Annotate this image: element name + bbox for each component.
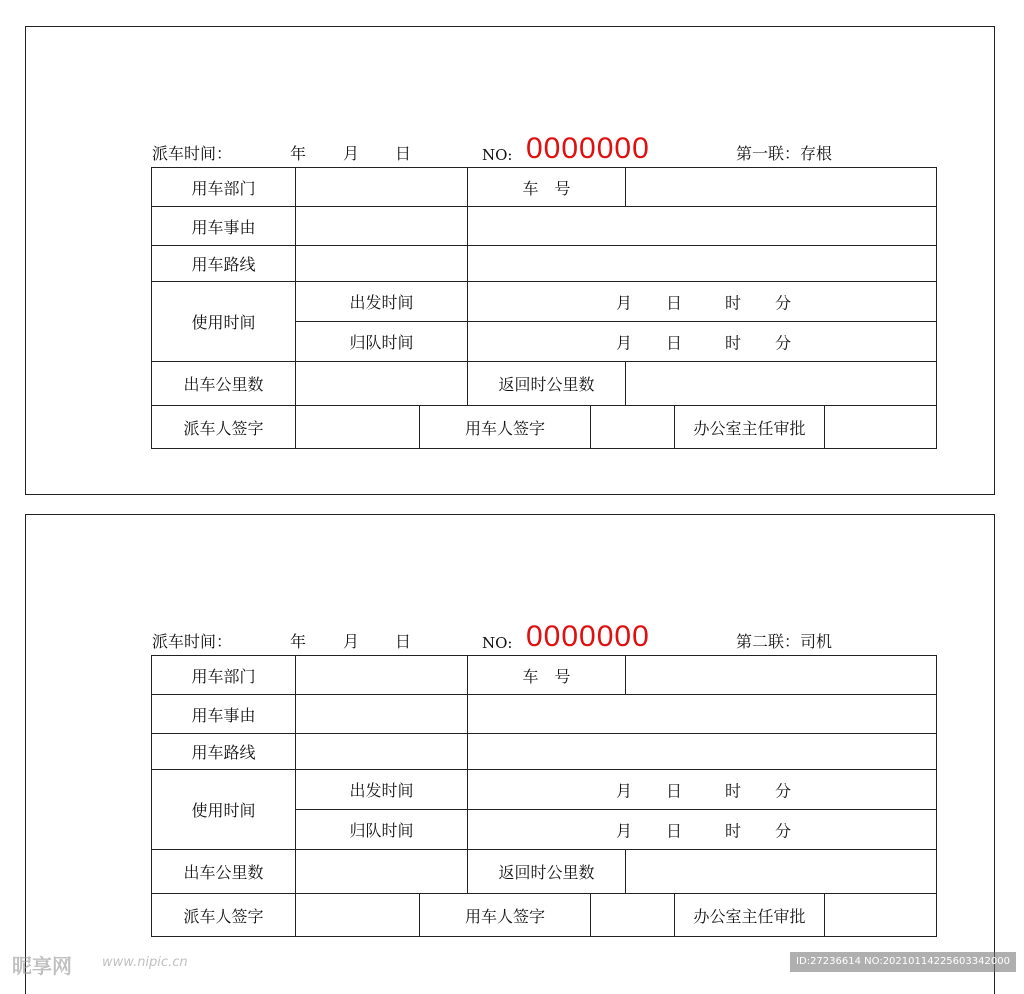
out-km-field[interactable] [296,362,468,406]
plate-field[interactable] [626,168,937,207]
serial-number: 0000000 [526,620,650,653]
hour-unit: 时 [725,821,742,840]
table-row [152,282,937,322]
reason-field-extended[interactable] [468,695,937,734]
watermark-site: www.nipic.cn [102,955,188,970]
dispatch-table [151,167,937,449]
year-label: 年 [290,632,307,651]
reason-field[interactable] [296,207,468,246]
hour-unit: 时 [725,781,742,800]
back-km-field[interactable] [626,850,937,894]
reason-label: 用车事由 [152,695,296,734]
table-row [152,850,937,894]
table-row [152,894,937,937]
watermark-logo: 昵享网 [12,954,72,978]
minute-unit: 分 [775,781,792,800]
table-row [152,168,937,207]
copy-label: 第一联：存根 [736,144,833,163]
dept-label: 用车部门 [152,168,296,207]
user-sign-label: 用车人签字 [420,406,591,449]
plate-label: 车 号 [468,656,626,695]
table-row [152,406,937,449]
use-time-label: 使用时间 [152,770,296,850]
reason-label: 用车事由 [152,207,296,246]
depart-time-field[interactable] [468,282,937,322]
minute-unit: 分 [775,333,792,352]
hour-unit: 时 [725,293,742,312]
plate-field[interactable] [626,656,937,695]
dept-field[interactable] [296,656,468,695]
return-time-field[interactable] [468,322,937,362]
dispatch-date-label: 派车时间： [152,144,233,163]
dept-label: 用车部门 [152,656,296,695]
route-label: 用车路线 [152,246,296,282]
table-row [152,734,937,770]
table-row [152,246,937,282]
use-time-label: 使用时间 [152,282,296,362]
day-label: 日 [395,144,412,163]
reason-field-extended[interactable] [468,207,937,246]
dept-field[interactable] [296,168,468,207]
day-unit: 日 [666,293,683,312]
approval-label: 办公室主任审批 [675,406,825,449]
copy-label: 第二联：司机 [736,632,833,651]
table-row [152,656,937,695]
day-unit: 日 [666,333,683,352]
user-sign-field[interactable] [591,406,675,449]
route-field-extended[interactable] [468,734,937,770]
route-field[interactable] [296,734,468,770]
depart-label: 出发时间 [296,770,468,810]
return-label: 归队时间 [296,810,468,850]
dispatcher-sign-label: 派车人签字 [152,894,296,937]
month-unit: 月 [616,821,633,840]
dispatcher-sign-field[interactable] [296,894,420,937]
serial-no-label: NO: [482,146,513,164]
day-unit: 日 [666,821,683,840]
user-sign-label: 用车人签字 [420,894,591,937]
month-label: 月 [343,632,360,651]
user-sign-field[interactable] [591,894,675,937]
approval-label: 办公室主任审批 [675,894,825,937]
out-km-label: 出车公里数 [152,362,296,406]
dispatch-form-stub [25,26,995,495]
serial-number: 0000000 [526,132,650,165]
month-label: 月 [343,144,360,163]
out-km-label: 出车公里数 [152,850,296,894]
dispatcher-sign-field[interactable] [296,406,420,449]
back-km-label: 返回时公里数 [468,362,626,406]
approval-field[interactable] [825,406,937,449]
form-header [152,620,936,656]
depart-label: 出发时间 [296,282,468,322]
return-time-field[interactable] [468,810,937,850]
approval-field[interactable] [825,894,937,937]
minute-unit: 分 [775,293,792,312]
table-row [152,362,937,406]
plate-label: 车 号 [468,168,626,207]
serial-no-label: NO: [482,634,513,652]
back-km-label: 返回时公里数 [468,850,626,894]
table-row [152,770,937,810]
hour-unit: 时 [725,333,742,352]
dispatch-table [151,655,937,937]
out-km-field[interactable] [296,850,468,894]
route-field[interactable] [296,246,468,282]
back-km-field[interactable] [626,362,937,406]
form-header [152,132,936,168]
route-field-extended[interactable] [468,246,937,282]
watermark-id-bar: ID:27236614 NO:20210114225603342000 [790,952,1016,972]
month-unit: 月 [616,333,633,352]
table-row [152,695,937,734]
dispatcher-sign-label: 派车人签字 [152,406,296,449]
dispatch-form-driver [25,514,995,994]
day-label: 日 [395,632,412,651]
dispatch-date-label: 派车时间： [152,632,233,651]
minute-unit: 分 [775,821,792,840]
table-row [152,207,937,246]
reason-field[interactable] [296,695,468,734]
month-unit: 月 [616,293,633,312]
return-label: 归队时间 [296,322,468,362]
depart-time-field[interactable] [468,770,937,810]
month-unit: 月 [616,781,633,800]
route-label: 用车路线 [152,734,296,770]
day-unit: 日 [666,781,683,800]
year-label: 年 [290,144,307,163]
